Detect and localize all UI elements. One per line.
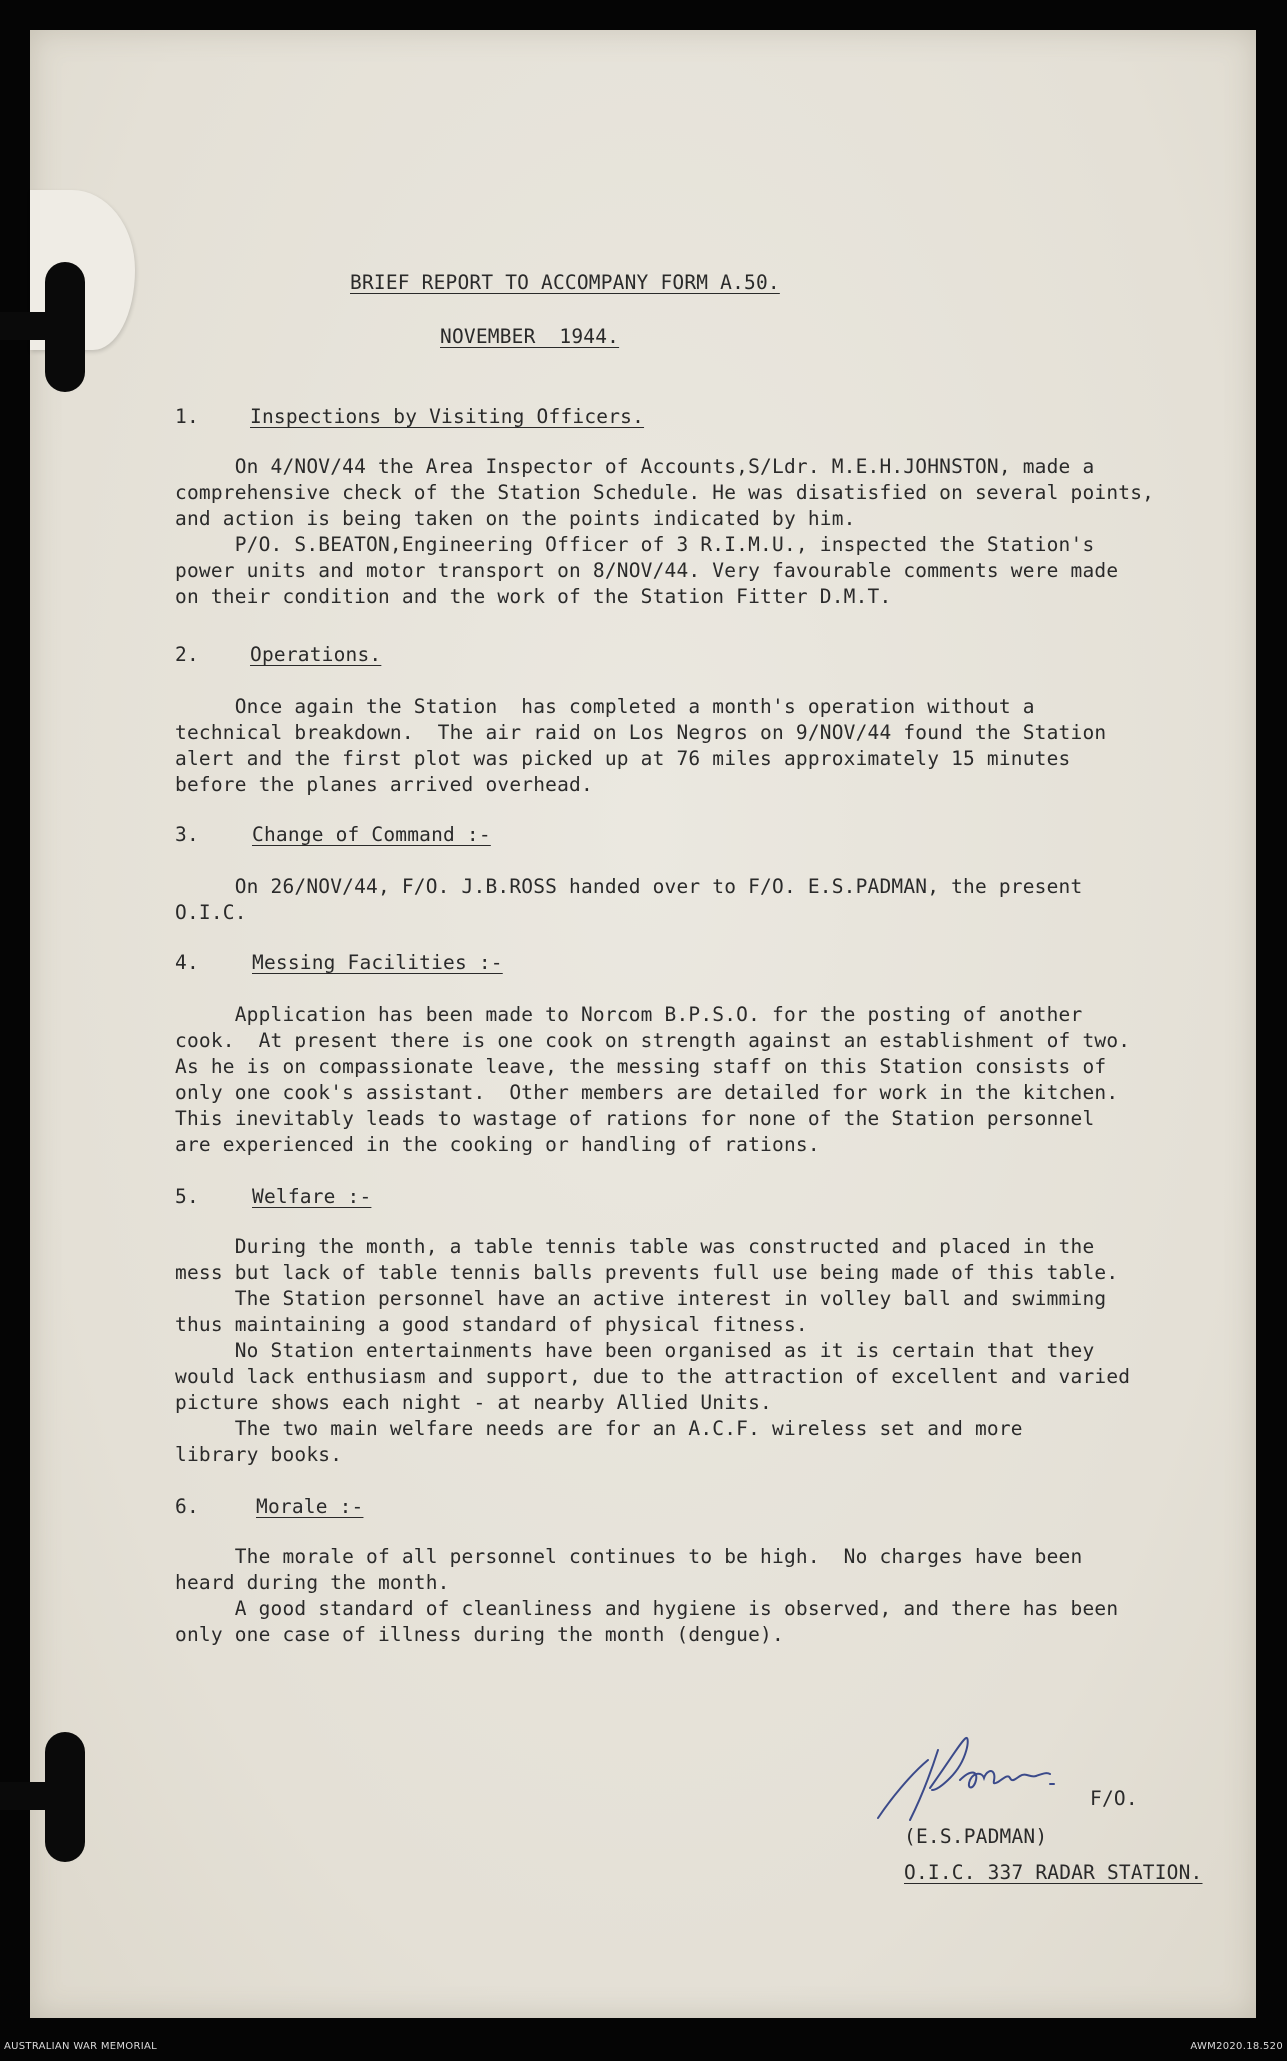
section-4-number: 4.: [175, 951, 199, 974]
binder-arm: [0, 312, 60, 340]
body-line: On 26/NOV/44, F/O. J.B.ROSS handed over to F/O. E.S.PADMAN, the present: [175, 875, 1083, 898]
body-line: heard during the month.: [175, 1571, 450, 1594]
section-3-number: 3.: [175, 823, 199, 846]
body-line: picture shows each night - at nearby Allied Units.: [175, 1391, 772, 1414]
body-line: are experienced in the cooking or handling of rations.: [175, 1133, 820, 1156]
body-line: library books.: [175, 1443, 343, 1466]
section-5-heading: Welfare :-: [252, 1185, 372, 1208]
section-1-heading: Inspections by Visiting Officers.: [250, 405, 645, 428]
handwritten-signature: [870, 1720, 1110, 1840]
report-date: NOVEMBER 1944.: [440, 325, 620, 348]
body-line: before the planes arrived overhead.: [175, 773, 593, 796]
body-line: No Station entertainments have been organised as it is certain that they: [175, 1339, 1095, 1362]
section-2-heading: Operations.: [250, 643, 382, 666]
body-line: alert and the first plot was picked up at 76 miles approximately 15 minutes: [175, 747, 1071, 770]
body-line: on their condition and the work of the Station Fitter D.M.T.: [175, 585, 892, 608]
body-line: The two main welfare needs are for an A.C.F. wireless set and more: [175, 1417, 1023, 1440]
body-line: Once again the Station has completed a month's operation without a: [175, 695, 1035, 718]
body-line: The morale of all personnel continues to be high. No charges have been: [175, 1545, 1083, 1568]
body-line: only one case of illness during the month (dengue).: [175, 1623, 784, 1646]
body-line: On 4/NOV/44 the Area Inspector of Accounts,S/Ldr. M.E.H.JOHNSTON, made a: [175, 455, 1095, 478]
section-6-number: 6.: [175, 1495, 199, 1518]
section-1-number: 1.: [175, 405, 199, 428]
body-line: As he is on compassionate leave, the messing staff on this Station consists of: [175, 1055, 1107, 1078]
body-line: Application has been made to Norcom B.P.S.O. for the posting of another: [175, 1003, 1083, 1026]
report-title: BRIEF REPORT TO ACCOMPANY FORM A.50.: [350, 271, 780, 294]
section-6-heading: Morale :-: [256, 1495, 364, 1518]
section-3-heading: Change of Command :-: [252, 823, 491, 846]
body-line: would lack enthusiasm and support, due to the attraction of excellent and varied: [175, 1365, 1131, 1388]
body-line: O.I.C.: [175, 901, 247, 924]
body-line: P/O. S.BEATON,Engineering Officer of 3 R.I.M.U., inspected the Station's: [175, 533, 1095, 556]
body-line: and action is being taken on the points indicated by him.: [175, 507, 856, 530]
body-line: This inevitably leads to wastage of rations for none of the Station personnel: [175, 1107, 1095, 1130]
body-line: cook. At present there is one cook on strength against an establishment of two.: [175, 1029, 1131, 1052]
body-line: technical breakdown. The air raid on Los Negros on 9/NOV/44 found the Station: [175, 721, 1107, 744]
body-line: A good standard of cleanliness and hygiene is observed, and there has been: [175, 1597, 1119, 1620]
footer-accession: AWM2020.18.520: [1190, 2041, 1283, 2052]
body-line: only one cook's assistant. Other members are detailed for work in the kitchen.: [175, 1081, 1119, 1104]
binder-arm: [0, 1782, 60, 1810]
section-2-number: 2.: [175, 643, 199, 666]
signatory-unit: O.I.C. 337 RADAR STATION.: [904, 1861, 1203, 1884]
body-line: comprehensive check of the Station Schedule. He was disatisfied on several points,: [175, 481, 1155, 504]
binder-clip-top: [0, 262, 85, 402]
body-line: power units and motor transport on 8/NOV/44. Very favourable comments were made: [175, 559, 1119, 582]
body-line: The Station personnel have an active interest in volley ball and swimming: [175, 1287, 1107, 1310]
body-line: thus maintaining a good standard of physical fitness.: [175, 1313, 808, 1336]
binder-clip-bottom: [0, 1732, 85, 1872]
section-4-heading: Messing Facilities :-: [252, 951, 503, 974]
signatory-name: (E.S.PADMAN): [904, 1825, 1048, 1848]
body-line: mess but lack of table tennis balls prevents full use being made of this table.: [175, 1261, 1119, 1284]
footer-institution: AUSTRALIAN WAR MEMORIAL: [4, 2041, 157, 2052]
body-line: During the month, a table tennis table was constructed and placed in the: [175, 1235, 1095, 1258]
section-5-number: 5.: [175, 1185, 199, 1208]
document-page: [30, 30, 1256, 2018]
signatory-rank: F/O.: [1090, 1787, 1138, 1810]
